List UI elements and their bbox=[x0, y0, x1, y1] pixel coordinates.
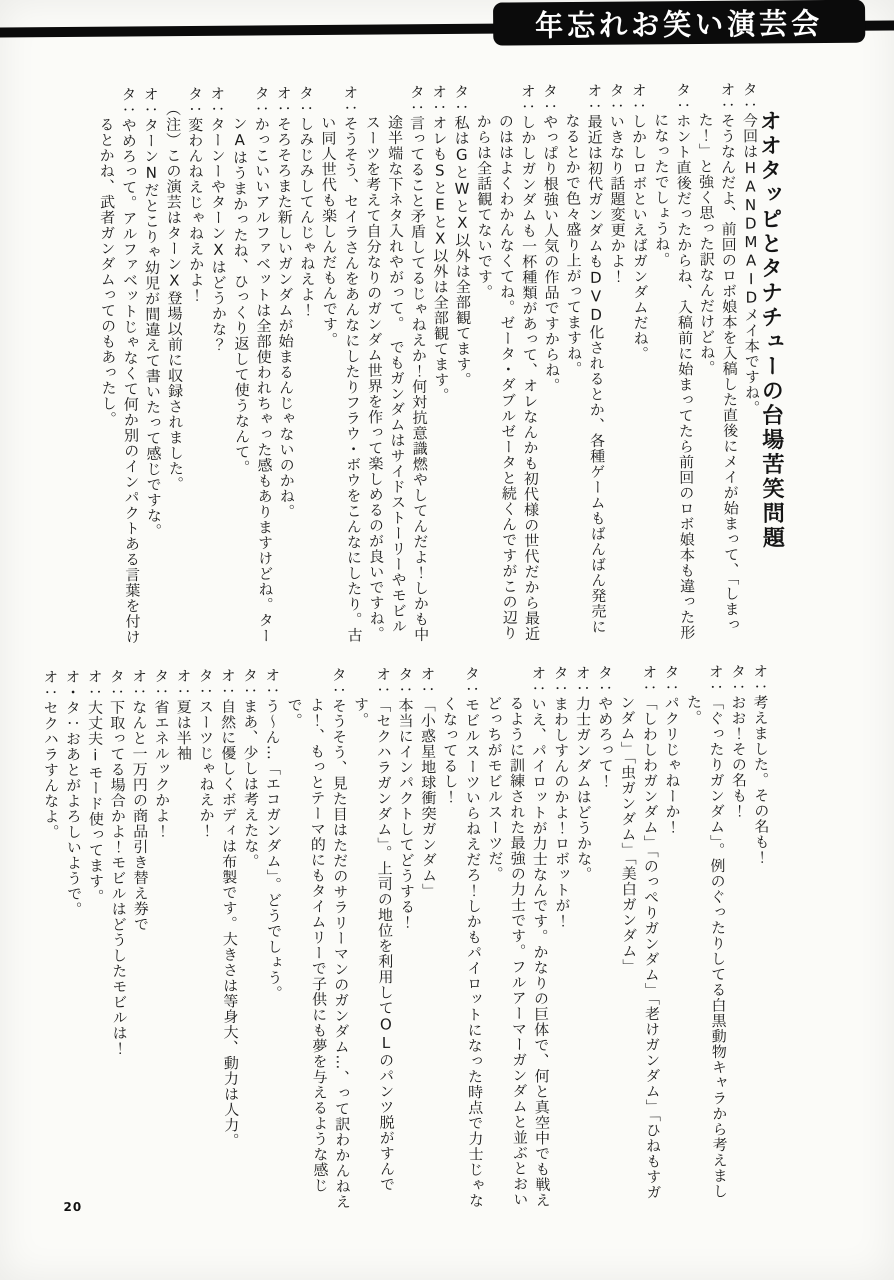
page-number: 20 bbox=[63, 1199, 83, 1215]
speaker-label: タ： bbox=[152, 668, 171, 700]
speaker-label: タ： bbox=[540, 83, 560, 115]
dialogue-line: オ：「小惑星地球衝突ガンダム」 bbox=[418, 666, 439, 899]
speaker-label: タ： bbox=[662, 664, 681, 696]
speaker-label: オ： bbox=[129, 668, 149, 700]
dialogue-line: オ：自然に優しくボディは布製です。大きさは等身大、動力は人力。 bbox=[218, 667, 241, 1149]
speaker-label: オ： bbox=[718, 81, 737, 113]
dialogue-line: タ：かっこいいアルファベットは全部使われちゃった感もありますけどね。ターンAはうまかったね、ひっくり返して使うなんて。 bbox=[230, 85, 275, 644]
dialogue-line: タ：スーツじゃねえか！ bbox=[196, 667, 216, 839]
speaker-label: タ： bbox=[729, 663, 748, 695]
dialogue-line: オ：オレもSとEとX以外は全部観てます。 bbox=[430, 83, 451, 404]
speaker-label: オ： bbox=[706, 663, 726, 695]
header-banner bbox=[493, 0, 865, 46]
dialogue-line: タ：まあ、少しは考えたな。 bbox=[240, 667, 261, 870]
speaker-label: オ： bbox=[41, 669, 60, 701]
dialogue-line: オ：そうなんだよ、前回のロボ娘本を入稿した直後にメイが始まって、「しまった！」と強く思った訳なんだけどね。 bbox=[696, 81, 741, 633]
dialogue-line: オ：ターンーやターンXはどうかな？ bbox=[208, 85, 229, 353]
dialogue-line: オ：そうそう、セイラさんをあんなにしたりフラウ・ボウをこんなにしたり。古い同人世代も楽しんだもんです。 bbox=[319, 84, 364, 643]
dialogue-line: タ：変わんねえじゃねえかよ！ bbox=[185, 85, 206, 304]
speaker-label: タ： bbox=[607, 82, 626, 114]
dialogue-line: タ：そうそう、見た目はただのサラリーマンのガンダム…、って訳わかんねえよ！、もっとテーマ的にもタイムリーで子供にも夢を与えるような感じで。 bbox=[285, 666, 352, 1210]
dialogue-line: オ：しかしガンダムも一杯種類があって、オレなんかも初代様の世代だから最近のははよくわかんなくてね。ゼータ・ダブルゼータと続くんですがこの辺りからは全話観てないです。 bbox=[474, 83, 542, 642]
article-title: オオタッピとタナチューの台場苦笑問題 bbox=[756, 109, 785, 551]
speaker-label: タ： bbox=[595, 664, 615, 696]
speaker-label: オ： bbox=[418, 666, 437, 698]
dialogue-line: オ：セクハラすんなよ。 bbox=[41, 669, 61, 840]
speaker-label: タ： bbox=[407, 84, 427, 116]
speaker-label: オ・タ： bbox=[63, 668, 82, 732]
speaker-label: タ： bbox=[107, 668, 127, 700]
speaker-label: オ： bbox=[430, 83, 449, 116]
dialogue-line: タ：やめろって。アルファベットじゃなくて何か別のインパクトある言葉を付けるとかね、武者ガンダムってのもあったし。 bbox=[97, 86, 142, 645]
speaker-label: オ： bbox=[629, 82, 648, 114]
dialogue-line: オ：「しわしわガンダム」「のっぺりガンダム」「老けガンダム」「ひねもすガンダム」「虫ガンダム」「美白ガンダム」 bbox=[618, 664, 663, 1200]
dialogue-line: オ：しかしロボといえばガンダムだね。 bbox=[629, 82, 650, 362]
speaker-label: タ： bbox=[462, 665, 482, 697]
dialogue-line: オ・タ：おあとがよろしいようで。 bbox=[63, 668, 84, 918]
dialogue-top-block bbox=[95, 82, 765, 645]
speaker-label: オ： bbox=[751, 663, 770, 695]
dialogue-line: タ：やっぱり根強い人気の作品ですからね。 bbox=[540, 83, 562, 394]
dialogue-line: タ：モビルスーツいらねえだろ！しかもパイロットになった時点で力士じゃなくなってるし！ bbox=[440, 665, 486, 1209]
speaker-label: オ： bbox=[208, 85, 227, 117]
speaker-label: オ： bbox=[374, 666, 393, 698]
dialogue-line: タ：今回はHANDMAIDメイ本ですね。 bbox=[740, 81, 762, 416]
dialogue-line: タ：ホント直後だったからね、入稿前に始まってたら前回のロボ娘本も違った形になったでしょうね。 bbox=[652, 82, 697, 641]
dialogue-line: タ：しみじみしてんじゃねえよ！ bbox=[296, 85, 317, 318]
speaker-label: タ： bbox=[396, 666, 415, 698]
speaker-label: タ： bbox=[196, 667, 215, 699]
speaker-label: オ： bbox=[640, 664, 659, 696]
dialogue-line: タ：言ってること矛盾してるじゃねえか！何対抗意識燃やしてんだよ！しかも中途半端な下ネタ入れやがって。 でもガンダムはサイドストーリーやモビルスーツを考えて自分なりのガンダム世界を作って楽しめるのが良いですね。 bbox=[363, 84, 431, 643]
speaker-label: タ： bbox=[551, 665, 570, 697]
speaker-label: オ： bbox=[174, 668, 193, 700]
banner-title: 年忘れお笑い演芸会 bbox=[535, 5, 824, 43]
dialogue-line: タ：本当にインパクトしてどうする！ bbox=[396, 666, 417, 930]
speaker-label: オ： bbox=[518, 83, 538, 115]
speaker-label: オ： bbox=[85, 668, 104, 700]
speaker-label: オ： bbox=[585, 82, 604, 114]
dialogue-line: タ：まわしすんのかよ！ロボットが！ bbox=[551, 665, 572, 929]
speaker-label: オ： bbox=[274, 85, 293, 117]
speaker-label: タ： bbox=[252, 85, 271, 117]
dialogue-line: オ：「セクハラガンダム」。上司の地位を利用してOLのパンツ脱がすんです。 bbox=[352, 666, 397, 1193]
dialogue-line: タ：おお！その名も！ bbox=[729, 663, 749, 819]
speaker-label: オ： bbox=[141, 86, 160, 118]
dialogue-line: オ：なんと一万円の商品引き替え券で bbox=[129, 668, 151, 932]
speaker-label: タ： bbox=[296, 85, 316, 117]
dialogue-line: オ：ターンNだとこりゃ幼児が間違えて書いたって感じですな。 bbox=[141, 86, 164, 539]
speaker-label: タ： bbox=[674, 82, 693, 114]
note-line: （注）この演芸はターンX登場以前に収録されました。 bbox=[163, 101, 185, 492]
speaker-label: オ： bbox=[218, 667, 237, 699]
speaker-label: オ： bbox=[263, 667, 282, 699]
speaker-label: オ： bbox=[529, 665, 548, 697]
dialogue-line: オ：夏は半袖 bbox=[174, 668, 194, 762]
dialogue-bottom-block bbox=[39, 663, 775, 1217]
speaker-label: オ： bbox=[573, 664, 592, 697]
dialogue-line: タ：やめろって！ bbox=[595, 664, 615, 789]
dialogue-line: タ：パクリじゃねーか！ bbox=[662, 664, 682, 835]
dialogue-line: オ：「ぐったりガンダム」。例のぐったりしてる白黒動物キャラから考えました。 bbox=[684, 663, 730, 1199]
speaker-label: タ： bbox=[119, 86, 138, 118]
dialogue-line: オ：力士ガンダムはどうかな。 bbox=[573, 664, 594, 883]
speaker-label: タ： bbox=[185, 85, 205, 118]
dialogue-line: オ：いえ、パイロットが力士なんです。かなりの巨体で、何と真空中でも戦えるように訓練された最強の力士です。フルアーマーガンダムと並ぶとおいどっちがモビルスーツだ。 bbox=[485, 665, 552, 1208]
speaker-label: タ： bbox=[329, 666, 348, 698]
dialogue-line: タ：省エネルックかよ！ bbox=[152, 668, 172, 839]
dialogue-line: オ：考えました。その名も！ bbox=[751, 663, 771, 866]
dialogue-line: オ：大丈夫iモード使ってます。 bbox=[85, 668, 106, 905]
speaker-label: タ： bbox=[452, 83, 471, 115]
dialogue-line: オ：最近は初代ガンダムもDVD化されるとか、各種ゲームもばんばん発売になるとかで色々盛り上がってますね。 bbox=[563, 82, 608, 635]
speaker-label: タ： bbox=[240, 667, 260, 699]
dialogue-line: タ：下取ってる場合かよ！モビルはどうしたモビルは！ bbox=[107, 668, 129, 1057]
speaker-label: タ： bbox=[740, 81, 759, 113]
speaker-label: オ： bbox=[341, 84, 360, 116]
dialogue-line: オ：う～ん…「エコガンダム」。どうでしょう。 bbox=[263, 667, 284, 1001]
dialogue-line: オ：そろそろまた新しいガンダムが始まるんじゃないのかね。 bbox=[274, 85, 297, 520]
dialogue-line: タ：いきなり話題変更かよ！ bbox=[607, 82, 628, 285]
dialogue-line: タ：私はGとWとX以外は全部観てます。 bbox=[452, 83, 473, 388]
